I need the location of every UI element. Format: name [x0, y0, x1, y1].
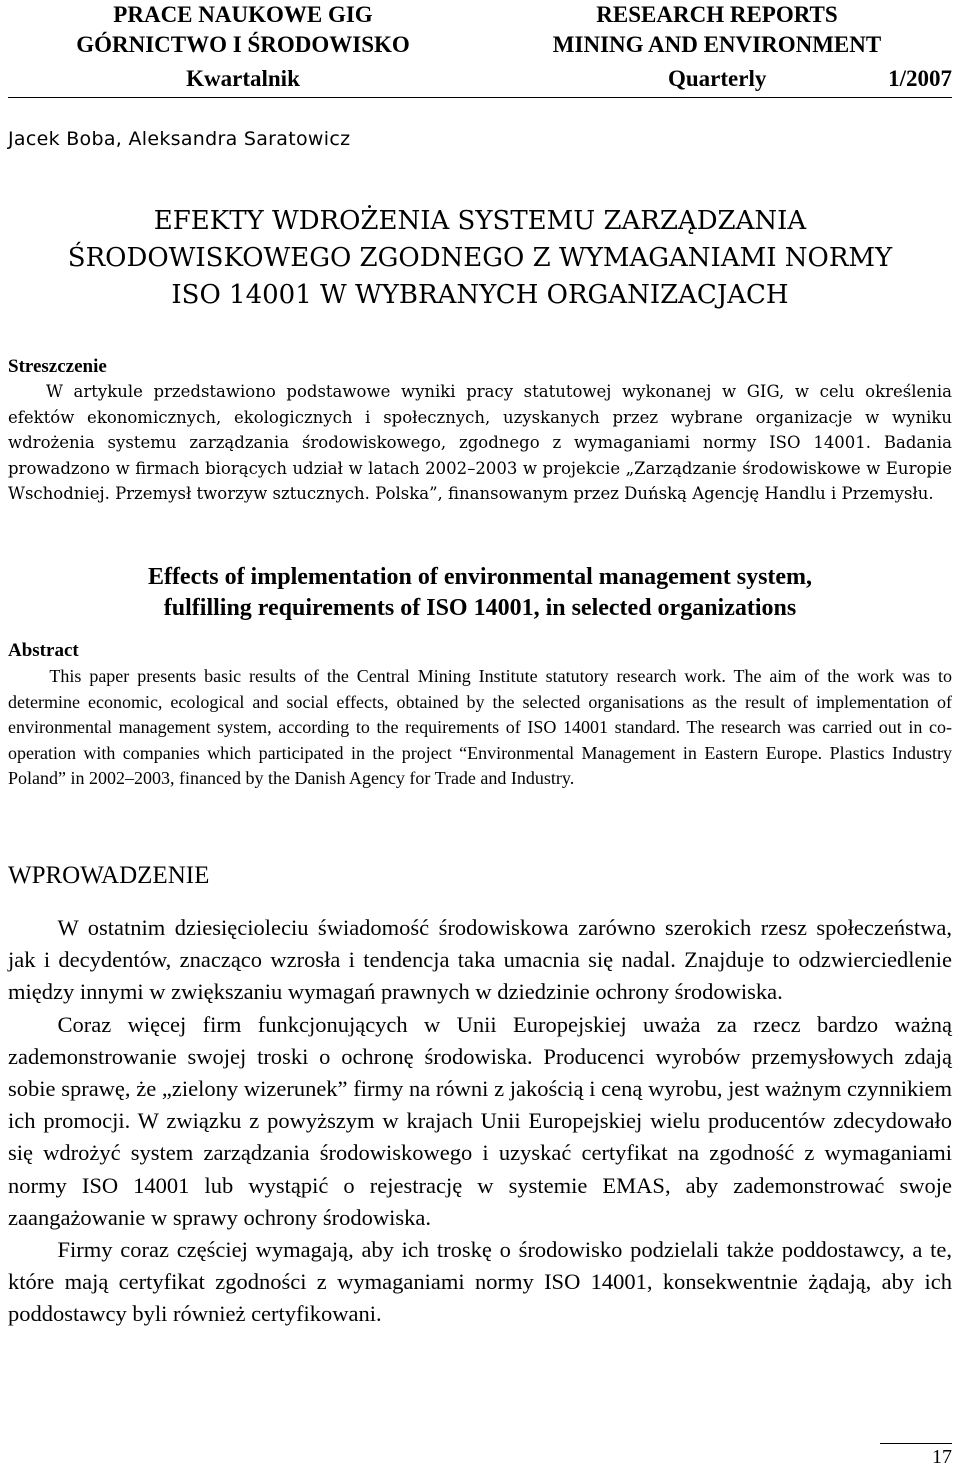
page-number-rule [880, 1443, 952, 1444]
header-divider [8, 97, 952, 98]
journal-name-pl: PRACE NAUKOWE GIG [113, 2, 373, 27]
title-pl [8, 203, 952, 314]
body-paragraph: Firmy coraz częściej wymagają, aby ich troskę o środowisko podzielali także poddostawcy, a te, które mają certyfikat zgodności z wymaganiami normy ISO 14001, konsekwentnie żądają, aby ich poddostawcy byli również certyfikowani. [8, 1237, 952, 1327]
journal-name-en: RESEARCH REPORTS [596, 2, 838, 27]
authors: Jacek Boba, Aleksandra Saratowicz [8, 128, 351, 150]
issue-number: 1/2007 [888, 66, 952, 91]
title-pl-line: EFEKTY WDROŻENIA SYSTEMU ZARZĄDZANIA [153, 206, 807, 236]
title-en [8, 562, 952, 624]
streszczenie-label: Streszczenie [8, 356, 107, 377]
frequency-pl: Kwartalnik [186, 66, 300, 91]
title-en-line: fulfilling requirements of ISO 14001, in selected organizations [163, 595, 797, 621]
page-number: 17 [932, 1446, 952, 1468]
title-en-line: Effects of implementation of environmental management system, [147, 564, 813, 590]
body-paragraph: W ostatnim dziesięcioleciu świadomość środowiskowa zarówno szerokich rzesz społeczeństwa, jak i decydentów, znacząco wzrosła i tendencja taka umacnia się nadal. Znajduje to odzwierciedlenie między innymi w zwiększaniu wymagań prawnych w dziedzinie ochrony środowiska. [8, 915, 952, 1005]
abstract-paragraph: This paper presents basic results of the Central Mining Institute statutory research work. The aim of the work was to determine economic, ecological and social effects, obtained by the selected organisations as the result of implementation of environmental management system, according to the requirements of ISO 14001 standard. The research was carried out in co-operation with companies which participated in the project “Environmental Management in Eastern Europe. Plastics Industry Poland” in 2002–2003, financed by the Danish Agency for Trade and Industry. [8, 666, 952, 789]
abstract-text [8, 664, 952, 792]
streszczenie-text [8, 379, 952, 507]
frequency-en: Quarterly [668, 66, 767, 91]
document-page [8, 0, 952, 1473]
body-paragraph: Coraz więcej firm funkcjonujących w Unii Europejskiej uważa za rzecz bardzo ważną zademonstrowanie swojej troski o ochronę środowiska. Producenci wyrobów przemysłowych zdają sobie sprawę, że „zielony wizerunek” firmy na równi z jakością i ceną wyrobu, jest ważnym czynnikiem ich promocji. W związku z powyższym w krajach Unii Europejskiej wielu producentów zdecydowało się wdrożyć system zarządzania środowiskowego i uzyskać certyfikat na zgodność z wymaganiami normy ISO 14001 lub wystąpić o rejestrację w systemie EMAS, aby zademonstrować swoje zaangażowanie w sprawy ochrony środowiska. [8, 1011, 952, 1230]
journal-subtitle-pl: GÓRNICTWO I ŚRODOWISKO [76, 32, 410, 57]
streszczenie-paragraph: W artykule przedstawiono podstawowe wyniki pracy statutowej wykonanej w GIG, w celu określenia efektów ekonomicznych, ekologicznych i społecznych, uzyskanych przez wybrane organizacje w wyniku wdrożenia systemu zarządzania środowiskowego, zgodnego z wymaganiami normy ISO 14001. Badania prowadzono w firmach biorących udział w latach 2002–2003 w projekcie „Zarządzanie środowiskowe w Europie Wschodniej. Przemysł tworzyw sztucznych. Polska”, finansowanym przez Duńską Agencję Handlu i Przemysłu. [8, 382, 952, 504]
title-pl-line: ŚRODOWISKOWEGO ZGODNEGO Z WYMAGANIAMI NORMY [67, 243, 893, 273]
section-heading: WPROWADZENIE [8, 862, 210, 889]
abstract-label: Abstract [8, 640, 79, 661]
title-pl-line: ISO 14001 W WYBRANYCH ORGANIZACJACH [171, 280, 789, 310]
body-text [8, 912, 952, 1331]
journal-subtitle-en: MINING AND ENVIRONMENT [552, 32, 882, 57]
